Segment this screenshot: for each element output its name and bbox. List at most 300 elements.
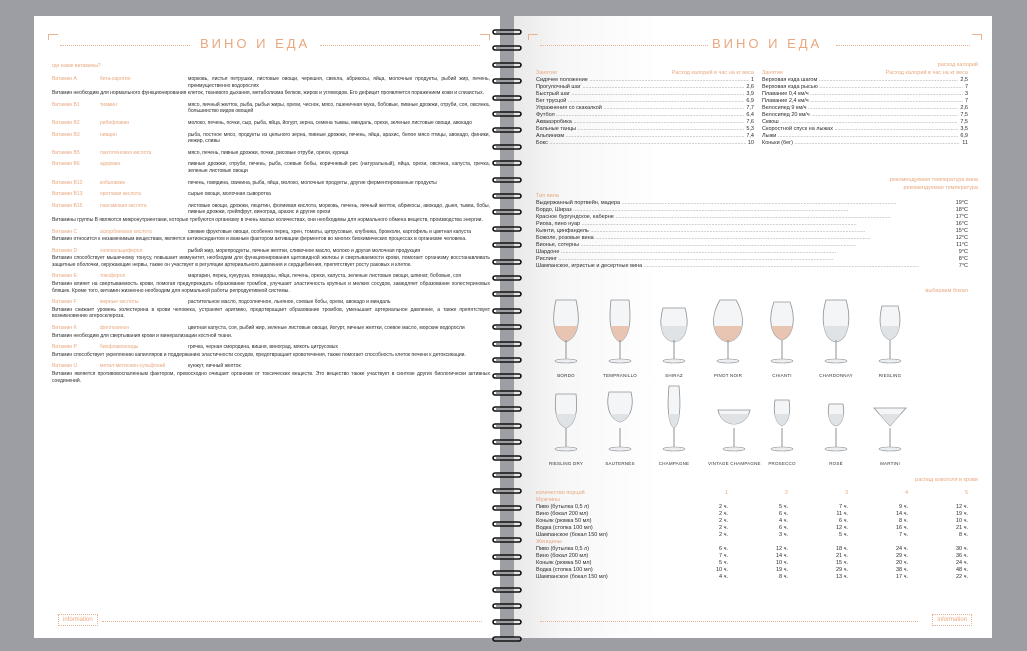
vitamin-note: Витамины группы В являются микронутриентами, которые требуются организму в очень малых количествах, они необходимы для нормального обмена веществ, производства энергии. bbox=[52, 216, 483, 223]
glass-item bbox=[600, 384, 640, 466]
alcohol-row bbox=[536, 546, 968, 553]
glass-item bbox=[762, 384, 802, 466]
page-title: ВИНО И ЕДА bbox=[200, 36, 311, 51]
vitamin-chem-name: оротовая кислота bbox=[100, 191, 141, 198]
glass-label: RIESLING DRY bbox=[548, 461, 584, 466]
alcohol-hours: 17 ч. bbox=[895, 574, 908, 580]
calories-value: 7,5 bbox=[960, 112, 968, 118]
spiral-ring bbox=[492, 580, 522, 586]
glass-item bbox=[708, 384, 761, 466]
vitamin-row bbox=[52, 76, 490, 89]
alcohol-col-header: количество порций bbox=[536, 490, 585, 496]
alcohol-hours: 2 ч. bbox=[719, 532, 728, 538]
calories-activity: Плавание 0,4 км/ч ..... bbox=[762, 91, 963, 98]
vitamin-sources: листовые овощи, дрожжи, лецитин, фолиевая кислота, морковь, печень, яичный желток, абрикосы, авокадо, дыня, тыква, бобы, пивные дрожжи, грейпфрут, виноград, арахис и другие орехи bbox=[188, 202, 490, 216]
header-rule bbox=[320, 45, 480, 46]
spiral-ring bbox=[492, 448, 522, 454]
wine-glass-icon bbox=[714, 441, 754, 458]
vitamin-block bbox=[52, 191, 490, 198]
calories-activity: Сквош ..... bbox=[762, 119, 958, 126]
calories-row bbox=[762, 126, 968, 133]
vitamin-sources: цветная капуста, соя, рыбий жир, зеленые листовые овощи, йогурт, яичные желтки, соевое масло, морские водоросли bbox=[188, 325, 465, 332]
vitamin-row bbox=[52, 132, 490, 145]
spiral-ring bbox=[492, 202, 522, 208]
alcohol-hours: 10 ч. bbox=[955, 518, 968, 524]
glass-item bbox=[708, 296, 748, 378]
vitamin-block bbox=[52, 363, 490, 384]
glass-label: PINOT NOIR bbox=[713, 373, 743, 378]
calories-activity: Бег трусцой ..... bbox=[536, 98, 744, 105]
alcohol-drink: Шампанское (бокал 150 мл) bbox=[536, 532, 608, 538]
alcohol-row bbox=[536, 511, 968, 518]
alcohol-hours: 12 ч. bbox=[835, 525, 848, 531]
glass-item bbox=[762, 296, 802, 378]
vitamin-block bbox=[52, 132, 490, 145]
vitamin-block bbox=[52, 102, 490, 115]
alcohol-hours: 10 ч. bbox=[775, 560, 788, 566]
alcohol-hours: 6 ч. bbox=[779, 511, 788, 517]
alcohol-hours: 7 ч. bbox=[899, 532, 908, 538]
spiral-ring bbox=[492, 383, 522, 389]
wine-temperature: 15°C bbox=[955, 228, 968, 234]
spiral-ring bbox=[492, 366, 522, 372]
glass-label: SAUTERNES bbox=[605, 461, 635, 466]
spiral-ring bbox=[492, 268, 522, 274]
vitamin-sources: маргарин, перец, кукуруза, помидоры, яйца, печень, орехи, капуста, зеленые листовые овощи, шпинат, бобовые, соя bbox=[188, 273, 462, 280]
vitamin-note: Витамин способствует мышечному тонусу, повышает иммунитет, необходим для функционирования щитовидной железы и свертываемости крови, помогает организму восстанавливать защитные оболочки, окружающие нервы, также он участвует в регуляции артериального давления и сердцебиения, препятствует росту раковых и клеток. bbox=[52, 255, 490, 268]
alcohol-hours: 30 ч. bbox=[955, 546, 968, 552]
wine-type: Божоле, розовые вина ..... bbox=[536, 235, 954, 242]
temperature-row bbox=[536, 200, 968, 207]
alcohol-row bbox=[536, 525, 968, 532]
wine-type: Красное бургундское, каберне ..... bbox=[536, 214, 954, 221]
vitamin-sources: мясо, печень, пивные дрожжи, почки, рисовые отруби, орехи, курица bbox=[188, 149, 349, 156]
alcohol-hours: 19 ч. bbox=[955, 511, 968, 517]
spiral-ring bbox=[492, 399, 522, 405]
vitamin-block bbox=[52, 76, 490, 97]
wine-temperature: 7°C bbox=[958, 263, 968, 269]
vitamin-row bbox=[52, 273, 490, 280]
alcohol-hours: 5 ч. bbox=[839, 532, 848, 538]
vitamin-row bbox=[52, 150, 490, 157]
calories-value: 7,6 bbox=[746, 119, 754, 125]
alcohol-drink: Коньяк (рюмка 50 мл) bbox=[536, 560, 592, 566]
alcohol-col-header: 2 bbox=[784, 490, 788, 496]
spiral-ring bbox=[492, 235, 522, 241]
calories-activity: Упражнения со скакалкой ..... bbox=[536, 105, 744, 112]
calories-value: 6,9 bbox=[746, 98, 754, 104]
vitamin-block bbox=[52, 273, 490, 294]
spiral-ring bbox=[492, 219, 522, 225]
calories-activity: Верховая езда шагом ..... bbox=[762, 77, 958, 84]
vitamin-name: Витамин B1 bbox=[52, 101, 80, 108]
alcohol-hours: 19 ч. bbox=[775, 567, 788, 573]
calories-row bbox=[536, 126, 754, 133]
alcohol-hours: 9 ч. bbox=[899, 504, 908, 510]
alcohol-col-header: 3 bbox=[844, 490, 848, 496]
vitamin-row bbox=[52, 102, 490, 115]
alcohol-hours: 15 ч. bbox=[835, 560, 848, 566]
calories-value: 1 bbox=[750, 77, 754, 83]
vitamin-block bbox=[52, 299, 490, 320]
glass-label: CHIANTI bbox=[772, 373, 792, 378]
alcohol-drink: Водка (стопка 100 мл) bbox=[536, 567, 593, 573]
vitamin-row bbox=[52, 203, 490, 216]
calories-row bbox=[762, 84, 968, 91]
spiral-ring bbox=[492, 22, 522, 28]
alcohol-hours: 18 ч. bbox=[835, 546, 848, 552]
alcohol-hours: 21 ч. bbox=[835, 553, 848, 559]
alcohol-drink: Шампанское (бокал 150 мл) bbox=[536, 574, 608, 580]
vitamin-block bbox=[52, 180, 490, 187]
alcohol-hours: 12 ч. bbox=[775, 546, 788, 552]
temperature-heading bbox=[890, 176, 978, 192]
alcohol-hours: 8 ч. bbox=[779, 574, 788, 580]
calories-value: 2,5 bbox=[960, 77, 968, 83]
spiral-ring bbox=[492, 530, 522, 536]
spiral-ring bbox=[492, 514, 522, 520]
header-rule bbox=[60, 45, 190, 46]
calories-row bbox=[762, 119, 968, 126]
vitamin-name: Витамин D bbox=[52, 247, 78, 254]
wine-type: Риоха, пино нуар ..... bbox=[536, 221, 954, 228]
spiral-ring bbox=[492, 120, 522, 126]
wine-glass-icon bbox=[816, 353, 856, 370]
spiral-ring bbox=[492, 55, 522, 61]
temperature-table bbox=[536, 193, 968, 270]
vitamin-sources: свежие фруктовые овощи, особенно перец, хрен, томаты, цитрусовые, клубника, брокколи, картофель и цветная капуста bbox=[188, 228, 472, 235]
calories-col-activity: Занятие bbox=[536, 70, 558, 76]
temperature-row bbox=[536, 228, 968, 235]
vitamin-sources: сырые овощи, молочная сыворотка bbox=[188, 191, 271, 198]
calories-value: 10 bbox=[747, 140, 754, 146]
alcohol-hours: 2 ч. bbox=[719, 518, 728, 524]
vitamin-sources: пивные дрожжи, отруби, печень, рыба, соевые бобы, коричневый рис (натуральный), яйца, орехи, овсянка, капуста, гречка, зеленые листовые овощи bbox=[188, 161, 490, 174]
footer-rule bbox=[102, 621, 482, 622]
vitamin-row bbox=[52, 248, 490, 255]
alcohol-drink: Вино (бокал 200 мл) bbox=[536, 511, 589, 517]
vitamin-row bbox=[52, 180, 490, 187]
alcohol-hours: 2 ч. bbox=[719, 511, 728, 517]
calories-heading: расход калорий bbox=[937, 62, 978, 68]
temperature-row bbox=[536, 221, 968, 228]
alcohol-group-label: Женщины bbox=[536, 539, 562, 545]
calories-activity: Альпинизм ..... bbox=[536, 133, 744, 140]
glass-label: MARTINI bbox=[880, 461, 900, 466]
glass-label: PROSECCO bbox=[768, 461, 796, 466]
calories-activity: Верховая езда рысью ..... bbox=[762, 84, 963, 91]
vitamin-note: Витамин способствует укреплению капилляров и поддержанию эластичности сосудов, предотвращает кровотечения, также помогает способность клеток печени к детоксикации. bbox=[52, 351, 466, 358]
alcohol-heading: распад алкоголя в крови bbox=[915, 477, 978, 483]
frame-corner bbox=[480, 34, 490, 40]
alcohol-hours: 6 ч. bbox=[779, 525, 788, 531]
vitamin-name: Витамин B12 bbox=[52, 179, 83, 186]
glass-item bbox=[546, 384, 586, 466]
vitamin-block bbox=[52, 248, 490, 269]
temperature-row bbox=[536, 207, 968, 214]
wine-glass-icon bbox=[762, 353, 802, 370]
calories-activity: Аквааэробика ..... bbox=[536, 119, 744, 126]
vitamin-name: Витамин А bbox=[52, 76, 77, 82]
vitamin-chem-name: рибофлавин bbox=[100, 119, 130, 126]
spiral-ring bbox=[492, 301, 522, 307]
calories-row bbox=[762, 98, 968, 105]
vitamin-chem-name: жирные кислоты bbox=[100, 299, 139, 306]
alcohol-col-header: 5 bbox=[964, 490, 968, 496]
left-page bbox=[34, 16, 500, 638]
wine-type: Рислинг ..... bbox=[536, 256, 957, 263]
glass-label: TEMPRANILLO bbox=[603, 373, 637, 378]
wine-glass-icon bbox=[600, 441, 640, 458]
wine-temperature: 11°C bbox=[956, 242, 968, 248]
alcohol-group-label: Мужчины bbox=[536, 497, 561, 503]
calories-activity: Футбол ..... bbox=[536, 112, 744, 119]
vitamin-row bbox=[52, 363, 490, 370]
alcohol-hours: 24 ч. bbox=[955, 560, 968, 566]
alcohol-hours: 29 ч. bbox=[835, 567, 848, 573]
vitamin-list bbox=[52, 76, 490, 389]
alcohol-row bbox=[536, 560, 968, 567]
alcohol-hours: 21 ч. bbox=[955, 525, 968, 531]
calories-activity: Прогулочный шаг ..... bbox=[536, 84, 744, 91]
vitamin-row bbox=[52, 120, 490, 127]
header-rule bbox=[836, 45, 970, 46]
alcohol-hours: 13 ч. bbox=[835, 574, 848, 580]
wine-type: Вионье, сотерны ..... bbox=[536, 242, 954, 249]
glass-item bbox=[600, 296, 640, 378]
vitamin-chem-name: тиамин bbox=[100, 101, 117, 108]
calories-value: 3 bbox=[964, 91, 968, 97]
alcohol-table bbox=[536, 490, 968, 581]
alcohol-drink: Пиво (бутылка 0,5 л) bbox=[536, 504, 590, 510]
calories-row bbox=[536, 77, 754, 84]
wine-glass-icon bbox=[546, 353, 586, 370]
wine-type: Выдержанный портвейн, мадера ..... bbox=[536, 200, 954, 207]
calories-activity: Коньки (бег) ..... bbox=[762, 140, 960, 147]
glass-label: CHAMPAGNE bbox=[658, 461, 690, 466]
wine-temperature: 16°C bbox=[955, 221, 968, 227]
vitamin-block bbox=[52, 229, 490, 243]
alcohol-hours: 22 ч. bbox=[955, 574, 968, 580]
frame-corner bbox=[528, 34, 538, 40]
glass-label: SHIRAZ bbox=[665, 373, 683, 378]
alcohol-hours: 14 ч. bbox=[775, 553, 788, 559]
vitamin-block bbox=[52, 325, 490, 339]
temperature-col-type: Тип вина bbox=[536, 193, 559, 199]
footer-label: information bbox=[932, 614, 972, 626]
alcohol-hours: 6 ч. bbox=[719, 546, 728, 552]
vitamin-chem-name: биофлавоноиды bbox=[100, 344, 139, 351]
wine-glass-icon bbox=[762, 441, 802, 458]
calories-value: 7,4 bbox=[746, 133, 754, 139]
alcohol-col-header: 4 bbox=[904, 490, 908, 496]
calories-row bbox=[762, 112, 968, 119]
vitamin-block bbox=[52, 120, 490, 127]
spiral-ring bbox=[492, 104, 522, 110]
vitamin-sources: морковь, листья петрушки, листовые овощи, черешня, свекла, абрикосы, яйца, молочные продукты, рыбий жир, печень, преимущественно водорослях bbox=[188, 76, 490, 89]
calories-value: 5,3 bbox=[746, 126, 754, 132]
wine-glass-icon bbox=[870, 441, 910, 458]
glass-label: VINTAGE CHAMPAGNE bbox=[708, 461, 761, 466]
spiral-ring bbox=[492, 563, 522, 569]
glass-item bbox=[816, 296, 856, 378]
alcohol-hours: 4 ч. bbox=[779, 518, 788, 524]
alcohol-hours: 6 ч. bbox=[839, 518, 848, 524]
wine-glass-icon bbox=[546, 441, 586, 458]
vitamin-block bbox=[52, 150, 490, 157]
alcohol-hours: 12 ч. bbox=[955, 504, 968, 510]
vitamin-note: Витамин снижает уровень холестерина в крови человека, устраняет аритмию, предотвращает образование тромбов, уменьшает артериальное давление, а также препятствует возникновению атеросклероза. bbox=[52, 306, 490, 320]
wine-glass-icon bbox=[708, 353, 748, 370]
glass-label: RIESLING bbox=[878, 373, 902, 378]
spiral-ring bbox=[492, 88, 522, 94]
vitamin-name: Витамин B2 bbox=[52, 119, 80, 126]
wine-temperature: 8°C bbox=[958, 256, 968, 262]
page-title: ВИНО И ЕДА bbox=[712, 36, 823, 51]
vitamin-note: Витамин является противовоспаленным фактором, превосходно очищает организм от токсических веществ. Это вещество также участвует в синтезе других биологически активных соединений. bbox=[52, 371, 490, 384]
calories-value: 2,6 bbox=[960, 105, 968, 111]
vitamin-name: Витамин P bbox=[52, 344, 77, 351]
temperature-row bbox=[536, 214, 968, 221]
calories-activity: Плавание 2,4 км/ч ..... bbox=[762, 98, 963, 105]
calories-table-left bbox=[536, 70, 754, 147]
alcohol-header-row bbox=[536, 490, 968, 497]
frame-corner bbox=[972, 34, 982, 40]
alcohol-hours: 38 ч. bbox=[895, 567, 908, 573]
alcohol-hours: 29 ч. bbox=[895, 553, 908, 559]
alcohol-grid bbox=[536, 490, 968, 581]
vitamin-row bbox=[52, 229, 490, 236]
temperature-row bbox=[536, 242, 968, 249]
vitamin-sources: рыба, постное мясо, продукты из цельного зерна, пивные дрожжи, печень, яйца, арахис, белое мясо птицы, авокадо, финики, инжир, сливы bbox=[188, 131, 490, 145]
calories-activity: Велосипед 9 км/ч ..... bbox=[762, 105, 958, 112]
spiral-ring bbox=[492, 284, 522, 290]
vitamin-name: Витамин B13 bbox=[52, 191, 83, 198]
calories-col-rate: Расход калорий в час на кг веса bbox=[671, 70, 754, 76]
section-heading: где какие витамины? bbox=[52, 63, 101, 69]
calories-value: 2,6 bbox=[746, 84, 754, 90]
wine-glass-icon bbox=[870, 353, 910, 370]
vitamin-row bbox=[52, 191, 490, 198]
temperature-row bbox=[536, 249, 968, 256]
calories-row bbox=[536, 105, 754, 112]
spiral-ring bbox=[492, 498, 522, 504]
calories-value: 3,5 bbox=[960, 126, 968, 132]
calories-activity: Лыжи ..... bbox=[762, 133, 958, 140]
calories-value: 7 bbox=[964, 84, 968, 90]
vitamin-name: Витамин B15 bbox=[52, 202, 83, 209]
vitamin-sources: печень, говядина, свинина, рыба, яйца, молоко, молочные продукты, другие ферментированные продукты bbox=[188, 179, 437, 186]
vitamin-chem-name: адермин bbox=[100, 161, 121, 168]
glass-item bbox=[654, 296, 694, 378]
wine-temperature: 19°C bbox=[955, 200, 968, 206]
vitamin-block bbox=[52, 344, 490, 358]
alcohol-drink: Пиво (бутылка 0,5 л) bbox=[536, 546, 590, 552]
calories-row bbox=[762, 91, 968, 98]
alcohol-hours: 5 ч. bbox=[719, 560, 728, 566]
vitamin-chem-name: бета-каротин bbox=[100, 76, 131, 82]
wine-glass-icon bbox=[816, 441, 856, 458]
vitamin-chem-name: аскорбиновая кислота bbox=[100, 228, 152, 235]
vitamin-note: Витамин необходим для нормального функционирования клеток, тканевого дыхания, метаболизма белков, жиров и углеводов. Его дефицит проявляется поражением кожи и слизистых. bbox=[52, 90, 484, 97]
spiral-ring bbox=[492, 432, 522, 438]
calories-value: 6,9 bbox=[960, 133, 968, 139]
calories-value: 7 bbox=[964, 98, 968, 104]
calories-row bbox=[762, 133, 968, 140]
alcohol-hours: 36 ч. bbox=[955, 553, 968, 559]
alcohol-hours: 8 ч. bbox=[899, 518, 908, 524]
alcohol-col-header: 1 bbox=[724, 490, 728, 496]
calories-value: 11 bbox=[962, 140, 968, 146]
glass-item bbox=[870, 384, 910, 466]
spiral-ring bbox=[492, 170, 522, 176]
spiral-ring bbox=[492, 38, 522, 44]
alcohol-row bbox=[536, 518, 968, 525]
vitamin-sources: рыбий жир, морепродукты, яичные желтки, сливочное масло, молоко и другая молочная продукция bbox=[188, 247, 421, 254]
temperature-title: рекомендуемая температура вина bbox=[889, 177, 978, 183]
calories-activity: Бальные танцы ..... bbox=[536, 126, 744, 133]
vitamin-chem-name: холекальциферол bbox=[100, 247, 143, 254]
alcohol-group-row bbox=[536, 497, 968, 504]
calories-row bbox=[536, 98, 754, 105]
spiral-ring bbox=[492, 350, 522, 356]
spiral-ring bbox=[492, 596, 522, 602]
wine-type: Кьянти, цинфандель ..... bbox=[536, 228, 954, 235]
calories-table-header bbox=[536, 70, 754, 77]
calories-row bbox=[762, 77, 968, 84]
vitamin-chem-name: кобаламин bbox=[100, 179, 126, 186]
alcohol-hours: 8 ч. bbox=[959, 532, 968, 538]
wine-temperature: 12°C bbox=[955, 235, 968, 241]
temperature-row bbox=[536, 263, 968, 270]
alcohol-drink: Коньяк (рюмка 50 мл) bbox=[536, 518, 592, 524]
calories-row bbox=[762, 140, 968, 147]
wine-temperature: 9°C bbox=[958, 249, 968, 255]
alcohol-hours: 7 ч. bbox=[839, 504, 848, 510]
vitamin-row bbox=[52, 299, 490, 306]
spiral-ring bbox=[492, 465, 522, 471]
vitamin-chem-name: пантотеновая кислота bbox=[100, 149, 152, 156]
calories-activity: Скоростной спуск на лыжах ..... bbox=[762, 126, 958, 133]
glass-label: BORDO bbox=[557, 373, 575, 378]
alcohol-row bbox=[536, 532, 968, 539]
vitamin-sources: растительное масло, подсолнечное, льняное, соевые бобы, орехи, авокадо и миндаль bbox=[188, 299, 391, 306]
calories-col-activity: Занятие bbox=[762, 70, 784, 76]
wine-temperature: 18°C bbox=[955, 207, 968, 213]
glasses-heading: выбираем бокал bbox=[925, 288, 968, 294]
alcohol-hours: 5 ч. bbox=[779, 504, 788, 510]
vitamin-sources: молоко, печень, почки, сыр, рыба, яйца, йогурт, зерна, семена тыквы, миндаль, орехи, зеленые листовые овощи, авокадо bbox=[188, 119, 472, 126]
spiral-ring bbox=[492, 481, 522, 487]
vitamin-chem-name: метил-метионин-сульфоний bbox=[100, 363, 166, 370]
vitamin-chem-name: пангамовая кислота bbox=[100, 202, 147, 209]
temperature-row bbox=[536, 235, 968, 242]
vitamin-note: Витамин необходим для свертывания крови и минерализации костной ткани. bbox=[52, 332, 233, 339]
vitamin-chem-name: ниацин bbox=[100, 131, 117, 138]
temperature-row bbox=[536, 256, 968, 263]
calories-row bbox=[536, 84, 754, 91]
calories-value: 7,5 bbox=[960, 119, 968, 125]
vitamin-row bbox=[52, 161, 490, 174]
vitamin-name: Витамин K bbox=[52, 325, 77, 332]
glass-item bbox=[816, 384, 856, 466]
glass-label: CHARDONNAY bbox=[819, 373, 853, 378]
calories-row bbox=[536, 133, 754, 140]
header-rule bbox=[540, 45, 708, 46]
glass-item bbox=[870, 296, 910, 378]
spiral-ring bbox=[492, 137, 522, 143]
alcohol-hours: 11 ч. bbox=[836, 511, 848, 517]
